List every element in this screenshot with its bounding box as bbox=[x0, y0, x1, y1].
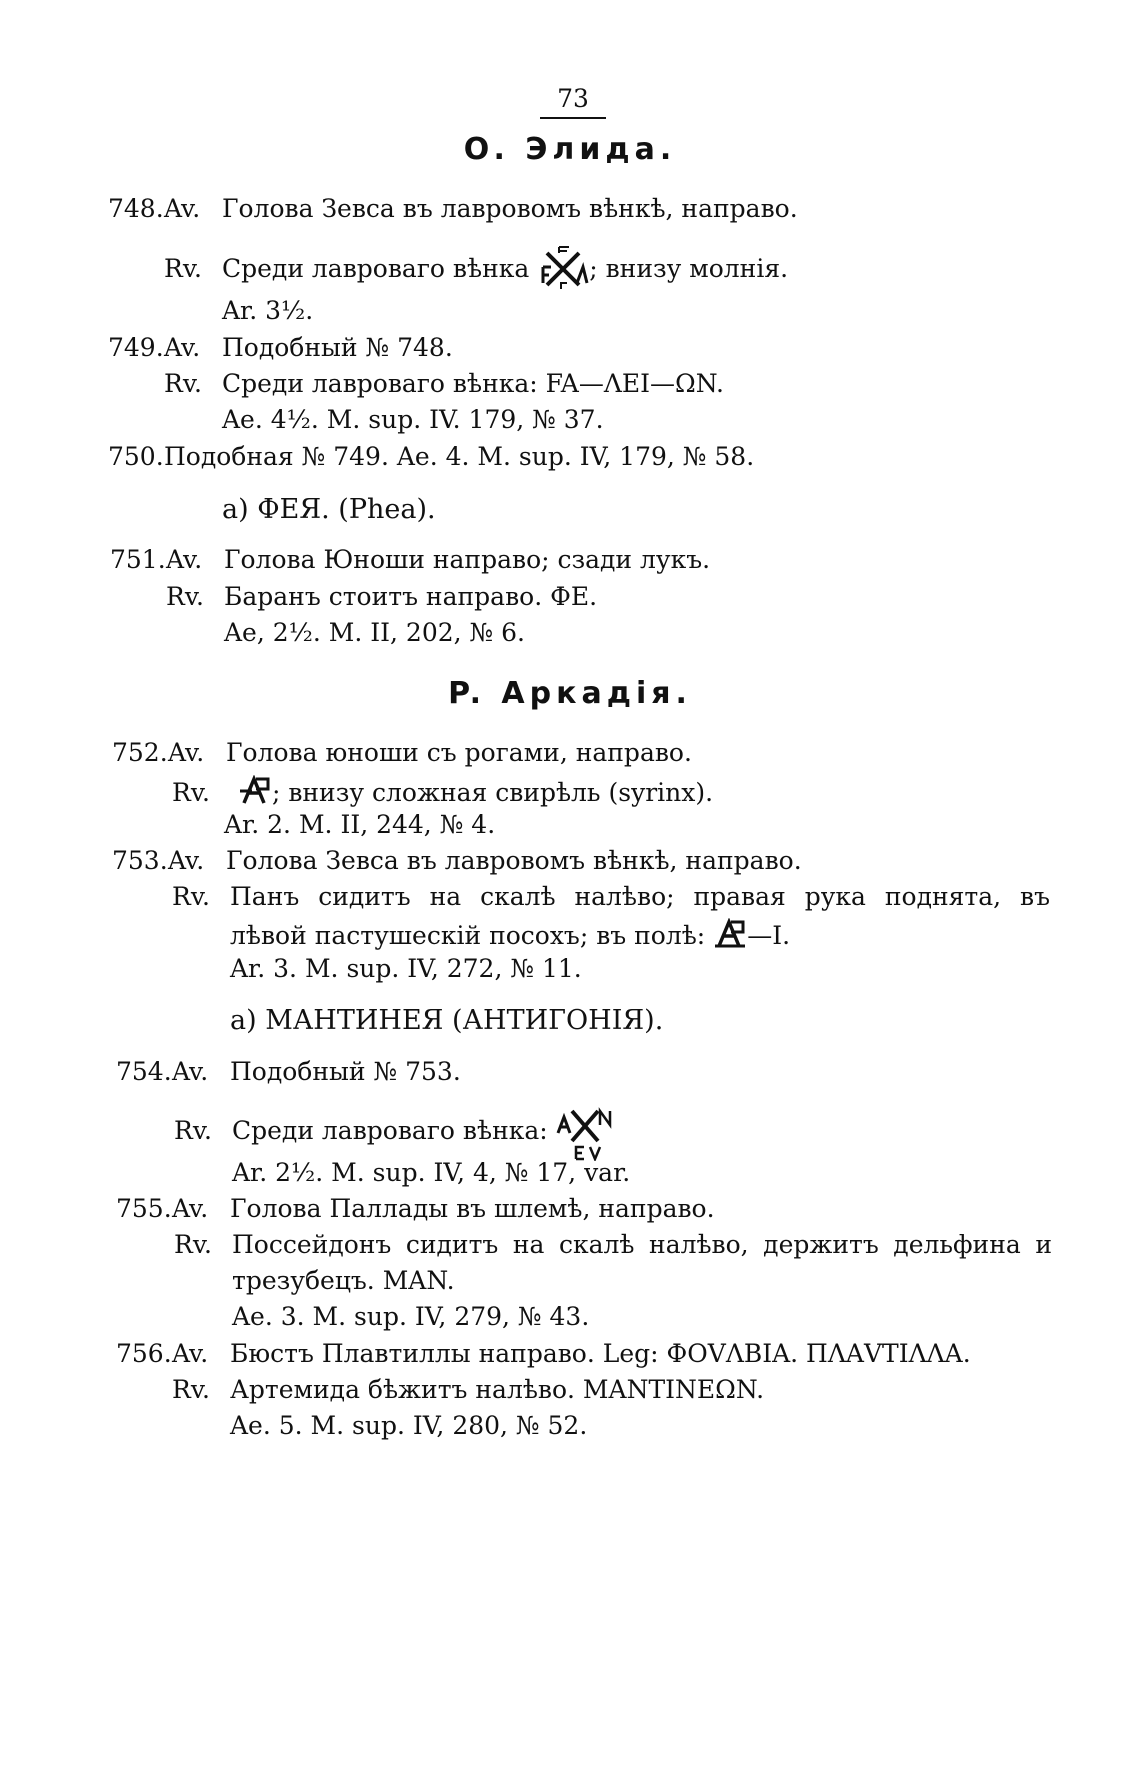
arcadian-monogram-symbol bbox=[238, 775, 272, 807]
obverse-text: Подобный № 748. bbox=[222, 333, 453, 362]
entry-753-obverse bbox=[112, 846, 802, 875]
reverse-text: Артемида бѣжитъ налѣво. MANTINEΩN. bbox=[230, 1375, 765, 1404]
obverse-label: Av. bbox=[164, 194, 201, 223]
obverse-label: Av. bbox=[166, 545, 203, 574]
entry-756-obverse bbox=[116, 1339, 971, 1368]
reverse-label: Rv. bbox=[172, 882, 210, 911]
entry-756-reverse bbox=[172, 1375, 764, 1404]
entry-752-reverse bbox=[172, 775, 713, 807]
obverse-label: Av. bbox=[164, 333, 201, 362]
entry-751-obverse bbox=[110, 545, 710, 574]
entry-750 bbox=[108, 442, 754, 471]
entry-751-reference: Ae, 2½. M. II, 202, № 6. bbox=[224, 618, 525, 647]
entry-756-reference: Ae. 5. M. sup. IV, 280, № 52. bbox=[230, 1411, 588, 1440]
reverse-label: Rv. bbox=[174, 1116, 212, 1145]
entry-753-reference: Ar. 3. M. sup. IV, 272, № 11. bbox=[230, 954, 582, 983]
entry-748-reference: Ar. 3½. bbox=[222, 296, 314, 325]
entry-number: 756. bbox=[116, 1339, 172, 1368]
reverse-label: Rv. bbox=[172, 778, 210, 807]
reverse-text-cont: ; внизу молнія. bbox=[589, 254, 789, 283]
entry-number: 750. bbox=[108, 442, 164, 471]
obverse-text: Голова Юноши направо; сзади лукъ. bbox=[224, 545, 711, 574]
obverse-text: Голова юноши съ рогами, направо. bbox=[226, 738, 692, 767]
entry-755-reverse bbox=[174, 1230, 1052, 1259]
entry-number: 752. bbox=[112, 738, 168, 767]
section-heading-elis: O. Элида. bbox=[463, 132, 677, 167]
entry-753-reverse-cont bbox=[230, 918, 790, 950]
entry-number: 749. bbox=[108, 333, 164, 362]
obverse-label: Av. bbox=[172, 1339, 209, 1368]
entry-753-reverse bbox=[172, 882, 1050, 911]
reverse-label: Rv. bbox=[164, 369, 202, 398]
reverse-label: Rv. bbox=[164, 254, 202, 283]
obverse-text: Голова Зевса въ лавровомъ вѣнкѣ, направо. bbox=[222, 194, 798, 223]
reverse-text: ; внизу сложная свирѣль (syrinx). bbox=[271, 778, 714, 807]
reverse-text: Среди лавроваго вѣнка: FA—ΛΕΙ—ΩN. bbox=[222, 369, 724, 398]
entry-748-obverse bbox=[108, 194, 798, 223]
obverse-label: Av. bbox=[172, 1057, 209, 1086]
reverse-text-end: —I. bbox=[747, 921, 791, 950]
subsection-phea: а) ФЕЯ. (Phea). bbox=[222, 494, 436, 525]
entry-754-obverse bbox=[116, 1057, 461, 1086]
reverse-label: Rv. bbox=[172, 1375, 210, 1404]
entry-number: 754. bbox=[116, 1057, 172, 1086]
entry-754-reverse bbox=[174, 1105, 616, 1161]
obverse-text: Голова Паллады въ шлемѣ, направо. bbox=[230, 1194, 715, 1223]
field-monogram-symbol bbox=[713, 918, 747, 950]
entry-755-reverse-cont: трезубецъ. MAN. bbox=[232, 1266, 455, 1295]
entry-text: Подобная № 749. Ae. 4. M. sup. IV, 179, № 58. bbox=[164, 442, 755, 471]
reverse-text: Панъ сидитъ на скалѣ налѣво; правая рука поднята, въ bbox=[230, 882, 1050, 911]
entry-751-reverse bbox=[166, 582, 597, 611]
reverse-text-cont: лѣвой пастушескій посохъ; въ полѣ: bbox=[230, 921, 706, 950]
entry-749-reverse bbox=[164, 369, 724, 398]
entry-749-obverse bbox=[108, 333, 453, 362]
entry-number: 748. bbox=[108, 194, 164, 223]
obverse-label: Av. bbox=[168, 846, 205, 875]
subsection-mantinea: а) МАНТИНЕЯ (АНТИГОНІЯ). bbox=[230, 1005, 664, 1036]
reverse-text: Баранъ стоитъ направо. ФЕ. bbox=[224, 582, 598, 611]
obverse-text: Голова Зевса въ лавровомъ вѣнкѣ, направо. bbox=[226, 846, 802, 875]
obverse-label: Av. bbox=[168, 738, 205, 767]
reverse-label: Rv. bbox=[174, 1230, 212, 1259]
entry-755-reference: Ae. 3. M. sup. IV, 279, № 43. bbox=[232, 1302, 590, 1331]
entry-754-reference: Ar. 2½. M. sup. IV, 4, № 17, var. bbox=[232, 1158, 631, 1187]
entry-755-obverse bbox=[116, 1194, 715, 1223]
page-number: 73 bbox=[540, 84, 606, 119]
obverse-text: Бюстъ Плавтиллы направо. Leg: ФОVΛBIA. ΠΛΑVTIΛΛA. bbox=[230, 1339, 971, 1368]
section-heading-arcadia: P. Аркадія. bbox=[448, 676, 692, 711]
entry-748-reverse bbox=[164, 245, 788, 291]
entry-752-obverse bbox=[112, 738, 692, 767]
obverse-label: Av. bbox=[172, 1194, 209, 1223]
reverse-text: Среди лавроваго вѣнка bbox=[222, 254, 530, 283]
mantinea-monogram-symbol bbox=[556, 1105, 616, 1161]
entry-749-reference: Ae. 4½. M. sup. IV. 179, № 37. bbox=[222, 405, 604, 434]
reverse-text: Среди лавроваго вѣнка: bbox=[232, 1116, 548, 1145]
entry-number: 755. bbox=[116, 1194, 172, 1223]
entry-number: 753. bbox=[112, 846, 168, 875]
monogram-symbol bbox=[537, 245, 589, 291]
entry-752-reference: Ar. 2. M. II, 244, № 4. bbox=[224, 810, 496, 839]
reverse-label: Rv. bbox=[166, 582, 204, 611]
obverse-text: Подобный № 753. bbox=[230, 1057, 461, 1086]
reverse-text: Поссейдонъ сидитъ на скалѣ налѣво, держитъ дельфина и bbox=[232, 1230, 1052, 1259]
entry-number: 751. bbox=[110, 545, 166, 574]
